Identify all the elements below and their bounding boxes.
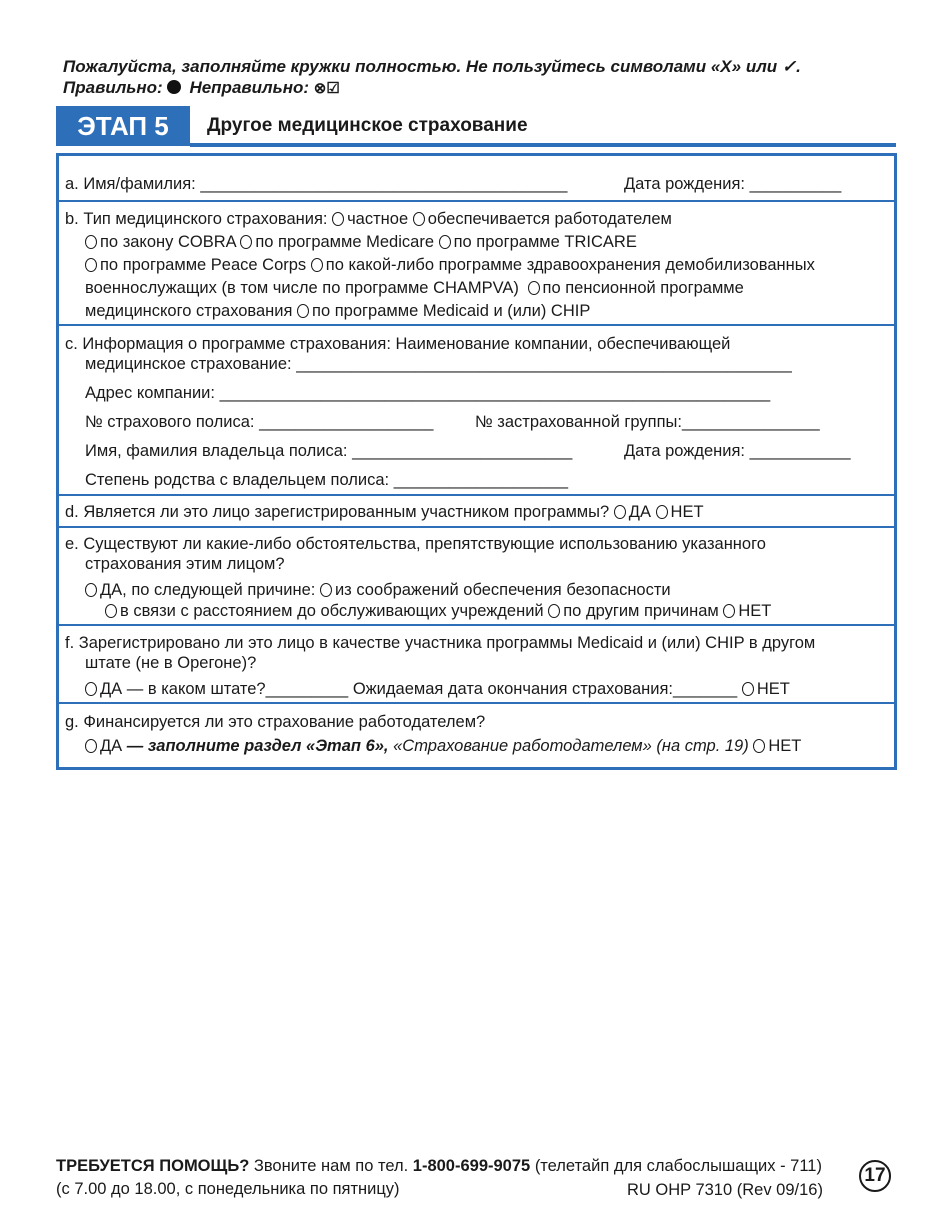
group-number-label: № застрахованной группы:	[475, 413, 682, 431]
incorrect-label: Неправильно:	[189, 78, 310, 97]
option-cobra-label: по закону COBRA	[100, 233, 236, 251]
section-g	[59, 702, 894, 769]
employer-funded-no-label: НЕТ	[768, 737, 802, 755]
radio-cobra[interactable]	[85, 235, 97, 249]
radio-pension[interactable]	[528, 281, 540, 295]
obstacle-safety-label: из соображений обеспечения безопасности	[334, 581, 671, 599]
other-state-question: f. Зарегистрировано ли это лицо в качестве участника программы Medicaid и (или) CHIP в другом	[65, 634, 816, 652]
option-veterans-label: по какой-либо программе здравоохранения демобилизованных	[325, 256, 815, 274]
section-e	[59, 526, 894, 626]
radio-medicare[interactable]	[240, 235, 252, 249]
option-tricare-label: по программе TRICARE	[453, 233, 637, 251]
section-a	[59, 156, 894, 200]
section-f	[59, 624, 894, 704]
radio-obstacle-distance[interactable]	[105, 604, 117, 618]
other-state-yes-label: ДА — в каком штате?	[100, 680, 266, 698]
dob-label: Дата рождения:	[624, 175, 745, 193]
radio-obstacle-yes[interactable]	[85, 583, 97, 597]
form-id: RU OHP 7310 (Rev 09/16)	[627, 1181, 823, 1199]
company-info-label: c. Информация о программе страхования: Наименование компании, обеспечивающей	[65, 335, 731, 353]
radio-obstacle-no[interactable]	[723, 604, 735, 618]
instructions-line2	[63, 77, 801, 99]
radio-enrolled-yes[interactable]	[614, 505, 626, 519]
end-date-field[interactable]: _______	[673, 680, 738, 698]
company-name-field[interactable]: ______________________________________________________	[296, 355, 792, 373]
other-state-question-cont: штате (не в Орегоне)?	[85, 654, 257, 672]
company-address-field[interactable]: ____________________________________________________________	[219, 384, 771, 402]
instructions	[63, 56, 801, 99]
company-address-label: Адрес компании:	[85, 384, 215, 402]
enrolled-yes-label: ДА	[628, 503, 651, 521]
option-peace-corps-label: по программе Peace Corps	[100, 256, 307, 274]
radio-obstacle-other[interactable]	[548, 604, 560, 618]
instructions-line1: Пожалуйста, заполняйте кружки полностью. Не пользуйтесь символами «X» или ✓.	[63, 57, 801, 76]
option-private-label: частное	[347, 210, 409, 228]
policy-number-field[interactable]: ___________________	[259, 413, 434, 431]
stage-header	[56, 106, 896, 148]
help-line	[56, 1155, 822, 1178]
relation-field[interactable]: ___________________	[393, 471, 569, 489]
employer-funded-yes-label: ДА	[100, 737, 123, 755]
holder-name-field[interactable]: ________________________	[352, 442, 573, 460]
name-label: a. Имя/фамилия:	[65, 175, 196, 193]
section-d	[59, 494, 894, 528]
obstacle-question-cont: страхования этим лицом?	[85, 555, 285, 573]
obstacle-question: e. Существуют ли какие-либо обстоятельства, препятствующие использованию указанного	[65, 535, 766, 553]
option-veterans-label-cont: военнослужащих (в том числе по программе CHAMPVA)	[85, 279, 519, 297]
section-c	[59, 324, 894, 496]
radio-other-state-yes[interactable]	[85, 682, 97, 696]
section-b	[59, 200, 894, 326]
help-text: Звоните нам по тел.	[253, 1157, 409, 1175]
stage-tab: ЭТАП 5	[56, 106, 190, 146]
enrolled-no-label: НЕТ	[670, 503, 704, 521]
radio-private[interactable]	[332, 212, 344, 226]
help-tty: (телетайп для слабослышащих - 711)	[534, 1157, 822, 1175]
other-state-no-label: НЕТ	[756, 680, 790, 698]
radio-obstacle-safety[interactable]	[320, 583, 332, 597]
employer-funded-question: g. Финансируется ли это страхование работодателем?	[65, 713, 486, 731]
option-pension-label: по пенсионной программе	[542, 279, 744, 297]
radio-employer-funded-no[interactable]	[753, 739, 765, 753]
stage6-instruction: — заполните раздел «Этап 6»,	[126, 737, 389, 755]
incorrect-symbols-icon: ⊗☑	[313, 80, 340, 97]
stage-title: Другое медицинское страхование	[207, 115, 528, 136]
radio-other-state-no[interactable]	[742, 682, 754, 696]
name-field[interactable]: ________________________________________	[200, 175, 568, 193]
radio-employer-funded-yes[interactable]	[85, 739, 97, 753]
help-hours: (с 7.00 до 18.00, с понедельника по пятницу)	[56, 1180, 400, 1198]
help-heading: ТРЕБУЕТСЯ ПОМОЩЬ?	[56, 1157, 250, 1175]
page-number: 17	[859, 1160, 891, 1192]
radio-veterans[interactable]	[311, 258, 323, 272]
option-pension-label-cont: медицинского страхования	[85, 302, 293, 320]
option-medicare-label: по программе Medicare	[255, 233, 434, 251]
insurance-form-box	[56, 153, 897, 770]
option-medicaid-label: по программе Medicaid и (или) CHIP	[312, 302, 591, 320]
radio-tricare[interactable]	[439, 235, 451, 249]
radio-enrolled-no[interactable]	[656, 505, 668, 519]
radio-medicaid[interactable]	[297, 304, 309, 318]
dob-field[interactable]: __________	[749, 175, 842, 193]
company-name-label: медицинское страхование:	[85, 355, 292, 373]
insurance-type-label: b. Тип медицинского страхования:	[65, 210, 328, 228]
policy-number-label: № страхового полиса:	[85, 413, 255, 431]
radio-peace-corps[interactable]	[85, 258, 97, 272]
option-employer-label: обеспечивается работодателем	[427, 210, 672, 228]
end-date-label: Ожидаемая дата окончания страхования:	[352, 680, 673, 698]
holder-name-label: Имя, фамилия владельца полиса:	[85, 442, 348, 460]
relation-label: Степень родства с владельцем полиса:	[85, 471, 390, 489]
group-number-field[interactable]: _______________	[681, 413, 820, 431]
correct-label: Правильно:	[63, 78, 163, 97]
stage6-reference: «Страхование работодателем» (на стр. 19)	[393, 737, 749, 755]
obstacle-distance-label: в связи с расстоянием до обслуживающих учреждений	[120, 602, 544, 620]
holder-dob-label: Дата рождения:	[624, 442, 745, 460]
obstacle-yes-label: ДА, по следующей причине:	[100, 581, 316, 599]
radio-employer[interactable]	[413, 212, 425, 226]
enrolled-question: d. Является ли это лицо зарегистрированным участником программы?	[65, 503, 610, 521]
filled-circle-icon	[167, 80, 181, 94]
stage-rule	[190, 143, 896, 147]
obstacle-no-label: НЕТ	[738, 602, 772, 620]
obstacle-other-label: по другим причинам	[563, 602, 719, 620]
holder-dob-field[interactable]: ___________	[749, 442, 851, 460]
help-phone[interactable]: 1-800-699-9075	[412, 1157, 531, 1175]
state-field[interactable]: _________	[265, 680, 349, 698]
